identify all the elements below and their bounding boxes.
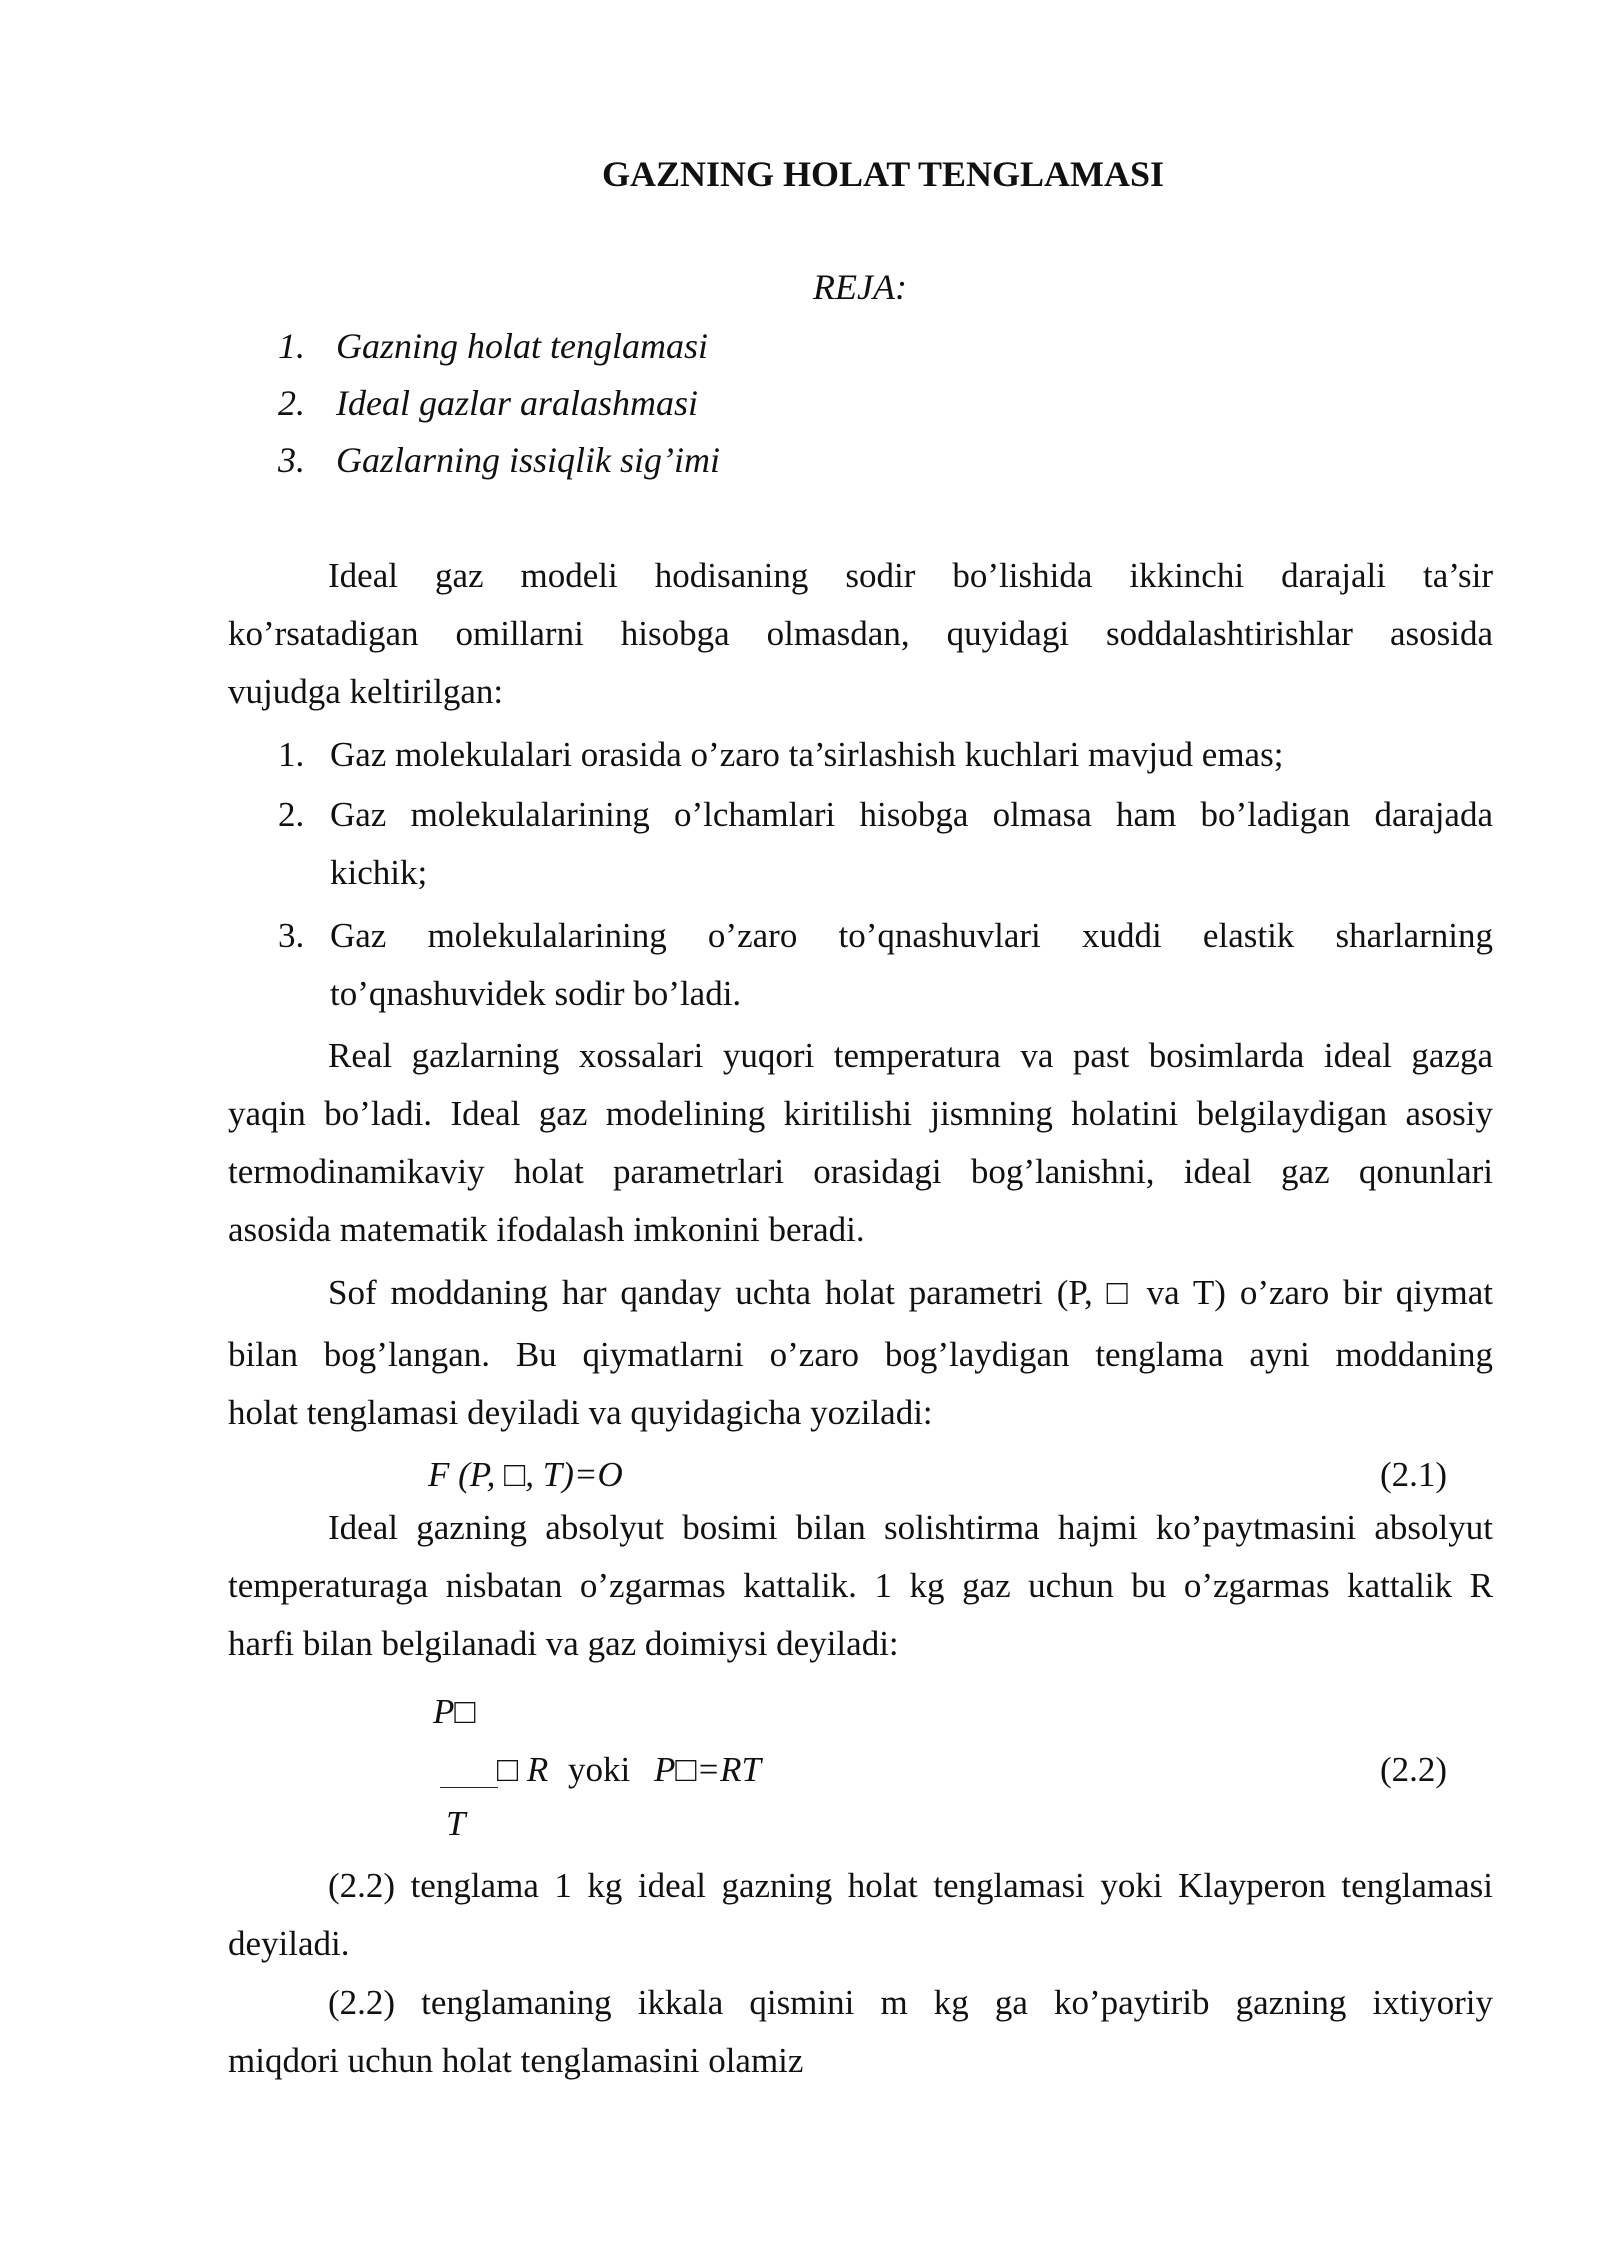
list-item-text: to’qnashuvidek sodir bo’ladi.: [330, 974, 742, 1013]
equation-2-1: F (P, □, T)=O: [428, 1455, 623, 1494]
fraction-bar: [440, 1787, 498, 1788]
equation-numerator: P□: [433, 1692, 476, 1731]
paragraph-line: Ideal gazning absolyut bosimi bilan solishtirma hajmi ko’paytmasini absolyut: [328, 1508, 1493, 1547]
paragraph-line: Sof moddaning har qanday uchta holat parametri (P, □ va T) o’zaro bir qiymat: [328, 1273, 1493, 1312]
paragraph-line: bilan bog’langan. Bu qiymatlarni o’zaro bog’laydigan tenglama ayni moddaning: [228, 1335, 1493, 1374]
paragraph-line: vujudga keltirilgan:: [228, 672, 504, 711]
paragraph-line: termodinamikaviy holat parametrlari orasidagi bog’lanishni, ideal gaz qonunlari: [228, 1152, 1493, 1191]
plan-item-number: 3.: [278, 440, 305, 480]
list-item-text: Gaz molekulalarining o’zaro to’qnashuvlari xuddi elastik sharlarning: [330, 916, 1493, 955]
list-item-text: Gaz molekulalari orasida o’zaro ta’sirlashish kuchlari mavjud emas;: [330, 735, 1284, 774]
paragraph-line: holat tenglamasi deyiladi va quyidagicha yoziladi:: [228, 1393, 933, 1432]
plan-item-text: Gazlarning issiqlik sig’imi: [336, 440, 721, 480]
equation-denominator: T: [446, 1804, 466, 1843]
paragraph-line: yaqin bo’ladi. Ideal gaz modelining kiritilishi jismning holatini belgilaydigan asosiy: [228, 1094, 1493, 1133]
paragraph-line: harfi bilan belgilanadi va gaz doimiysi deyiladi:: [228, 1624, 899, 1663]
paragraph-line: (2.2) tenglama 1 kg ideal gazning holat tenglamasi yoki Klayperon tenglamasi: [328, 1866, 1493, 1905]
equation-connector: yoki: [568, 1750, 631, 1789]
plan-item-text: Gazning holat tenglamasi: [336, 326, 709, 366]
equation-rhs-alt: P□=RT: [654, 1750, 761, 1789]
list-item-text: Gaz molekulalarining o’lchamlari hisobga olmasa ham bo’ladigan darajada: [330, 795, 1493, 834]
plan-item-number: 1.: [278, 326, 305, 366]
plan-item: [278, 382, 698, 424]
document-title: GAZNING HOLAT TENGLAMASI: [601, 154, 1165, 194]
equation-rhs: □ R: [497, 1750, 549, 1789]
plan-item-text: Ideal gazlar aralashmasi: [336, 383, 699, 423]
paragraph-line: ko’rsatadigan omillarni hisobga olmasdan, quyidagi soddalashtirishlar asosida: [228, 614, 1493, 653]
list-item-number: 1.: [278, 735, 305, 774]
paragraph-line: temperaturaga nisbatan o’zgarmas kattalik. 1 kg gaz uchun bu o’zgarmas kattalik R: [228, 1566, 1493, 1605]
paragraph-line: asosida matematik ifodalash imkonini beradi.: [228, 1210, 865, 1249]
plan-item: [278, 325, 708, 367]
equation-number: (2.2): [1380, 1750, 1448, 1789]
paragraph-line: Real gazlarning xossalari yuqori temperatura va past bosimlarda ideal gazga: [328, 1036, 1493, 1075]
plan-item-number: 2.: [278, 383, 305, 423]
list-item-number: 3.: [278, 916, 305, 955]
paragraph-line: Ideal gaz modeli hodisaning sodir bo’lishida ikkinchi darajali ta’sir: [328, 556, 1493, 595]
list-item-number: 2.: [278, 795, 305, 834]
plan-heading: REJA:: [813, 267, 907, 307]
paragraph-line: miqdori uchun holat tenglamasini olamiz: [228, 2041, 804, 2080]
list-item-text: kichik;: [330, 853, 428, 892]
paragraph-line: (2.2) tenglamaning ikkala qismini m kg ga ko’paytirib gazning ixtiyoriy: [328, 1983, 1493, 2022]
equation-number: (2.1): [1380, 1455, 1448, 1494]
paragraph-line: deyiladi.: [228, 1924, 350, 1963]
plan-item: [278, 439, 720, 481]
